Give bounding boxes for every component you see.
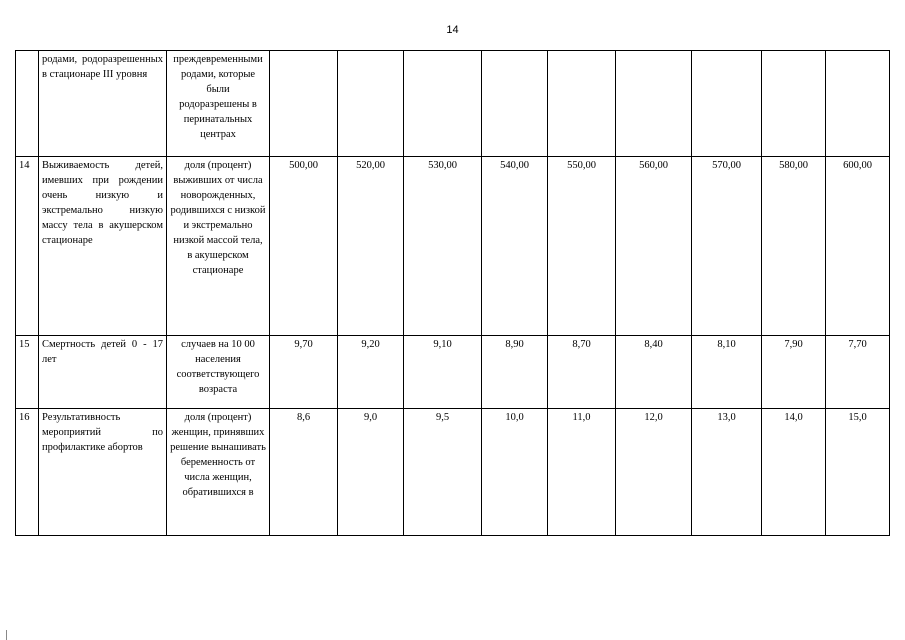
value-cell: 580,00 — [762, 157, 826, 336]
value-cell: 15,0 — [826, 409, 890, 536]
value-cell: 14,0 — [762, 409, 826, 536]
value-cell — [270, 51, 338, 157]
table-row — [16, 409, 890, 536]
row-number: 15 — [16, 336, 39, 409]
value-cell: 8,10 — [692, 336, 762, 409]
value-cell — [762, 51, 826, 157]
value-cell: 7,90 — [762, 336, 826, 409]
value-cell: 11,0 — [548, 409, 616, 536]
indicator-unit: доля (процент) выживших от числа новорожденных, родившихся с низкой и экстремально низкой массой тела, в акушерском стационаре — [167, 157, 270, 336]
value-cell: 560,00 — [616, 157, 692, 336]
value-cell: 8,6 — [270, 409, 338, 536]
indicator-name: родами, родоразрешенных в стационаре III уровня — [39, 51, 167, 157]
table-row — [16, 157, 890, 336]
value-cell: 500,00 — [270, 157, 338, 336]
value-cell: 12,0 — [616, 409, 692, 536]
value-cell: 550,00 — [548, 157, 616, 336]
page-number: 14 — [446, 24, 459, 36]
value-cell: 8,40 — [616, 336, 692, 409]
indicator-unit: преждевременными родами, которые были родоразрешены в перинатальных центрах — [167, 51, 270, 157]
row-number: 16 — [16, 409, 39, 536]
indicator-unit — [167, 409, 270, 536]
value-cell: 600,00 — [826, 157, 890, 336]
value-cell: 8,90 — [482, 336, 548, 409]
value-cell — [338, 51, 404, 157]
value-cell: 520,00 — [338, 157, 404, 336]
value-cell — [548, 51, 616, 157]
value-cell: 9,20 — [338, 336, 404, 409]
value-cell: 9,10 — [404, 336, 482, 409]
value-cell: 9,70 — [270, 336, 338, 409]
value-cell: 530,00 — [404, 157, 482, 336]
indicator-name: Выживаемость детей, имевших при рождении очень низкую и экстремально низкую массу тела в акушерском стационаре — [39, 157, 167, 336]
table-row — [16, 51, 890, 157]
value-cell: 13,0 — [692, 409, 762, 536]
value-cell: 570,00 — [692, 157, 762, 336]
value-cell: 8,70 — [548, 336, 616, 409]
value-cell — [404, 51, 482, 157]
row-number: 14 — [16, 157, 39, 336]
value-cell: 9,5 — [404, 409, 482, 536]
value-cell — [616, 51, 692, 157]
value-cell: 9,0 — [338, 409, 404, 536]
value-cell: 7,70 — [826, 336, 890, 409]
value-cell — [826, 51, 890, 157]
value-cell: 540,00 — [482, 157, 548, 336]
margin-mark — [6, 630, 7, 640]
indicator-name: Результативность мероприятий по профилактике абортов — [39, 409, 167, 536]
value-cell — [692, 51, 762, 157]
value-cell — [482, 51, 548, 157]
indicator-unit: случаев на 10 00 населения соответствующего возраста — [167, 336, 270, 409]
table-row — [16, 336, 890, 409]
row-number — [16, 51, 39, 157]
indicators-table — [15, 50, 890, 536]
indicator-unit-text: доля (процент) женщин, принявших решение вынашивать беременность от числа женщин, обратившихся в — [170, 412, 266, 498]
value-cell: 10,0 — [482, 409, 548, 536]
indicator-name: Смертность детей 0 - 17 лет — [39, 336, 167, 409]
